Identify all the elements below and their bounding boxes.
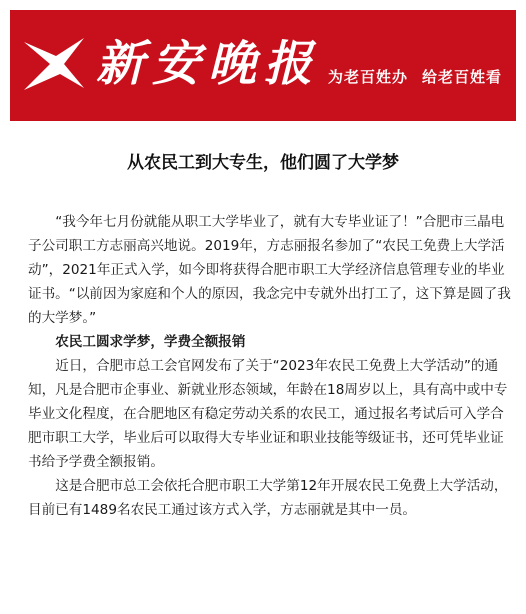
slogan-part-1: 为老百姓办: [327, 68, 408, 86]
subheading: 农民工圆求学梦，学费全额报销: [55, 334, 246, 350]
slogan: [328, 66, 502, 87]
paragraph: “我今年七月份就能从职工大学毕业了，就有大专毕业证了！”合肥市三晶电子公司职工方志丽高兴地说。2019年，方志丽报名参加了“农民工免费上大学活动”，2021年正式入学，如今即将获得合肥市职工大学经济信息管理专业的毕业证书。“以前因为家庭和个人的原因，我念完中专就外出打工了，这下算是圆了我的大学梦。”: [28, 214, 511, 326]
paragraph: 近日，合肥市总工会官网发布了关于“2023年农民工免费上大学活动”的通知，凡是合肥市企事业、新就业形态领域，年龄在18周岁以上，具有高中或中专毕业文化程度，在合肥地区有稳定劳动关系的农民工，通过报名考试后可入学合肥市职工大学，毕业后可以取得大专毕业证和职业技能等级证书，还可凭毕业证书给予学费全额报销。: [28, 358, 508, 470]
masthead-title: 新安晚报: [96, 36, 321, 92]
newspaper-logo-icon: [20, 30, 88, 98]
article-body: [28, 210, 514, 522]
article-title: 从农民工到大专生，他们圆了大学梦: [127, 153, 399, 173]
paragraph: 这是合肥市总工会依托合肥市职工大学第12年开展农民工免费上大学活动，目前已有1489名农民工通过该方式入学，方志丽就是其中一员。: [28, 478, 508, 518]
slogan-part-2: 给老百姓看: [421, 68, 502, 86]
newspaper-banner: [10, 10, 516, 121]
